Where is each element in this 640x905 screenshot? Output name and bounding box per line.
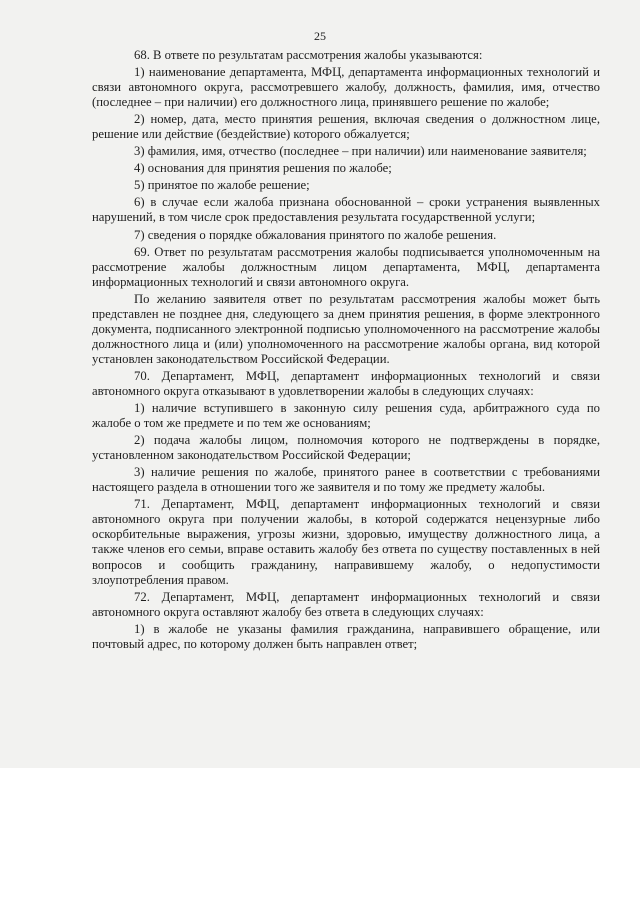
- paragraph: 1) наименование департамента, МФЦ, департамента информационных технологий и связи автономного округа, рассмотревшего жалобу, должность, фамилия, имя, отчество (последнее – при наличии) его должностного лица, принявшего решение по жалобе;: [92, 65, 600, 110]
- paragraph: 70. Департамент, МФЦ, департамент информационных технологий и связи автономного округа отказывают в удовлетворении жалобы в следующих случаях:: [92, 368, 600, 398]
- paragraph: 5) принятое по жалобе решение;: [134, 178, 310, 193]
- blank-margin: [0, 768, 640, 905]
- paragraph: 1) наличие вступившего в законную силу решения суда, арбитражного суда по жалобе о том же предмете и по тем же основаниям;: [92, 401, 600, 431]
- paragraph: 69. Ответ по результатам рассмотрения жалобы подписывается уполномоченным на рассмотрение жалобы должностным лицом департамента, МФЦ, департамента информационных технологий и связи автономного округа.: [92, 244, 600, 289]
- paragraph: 3) фамилия, имя, отчество (последнее – при наличии) или наименование заявителя;: [134, 144, 587, 159]
- paragraph: 2) номер, дата, место принятия решения, включая сведения о должностном лице, решение или действие (бездействие) которого обжалуется;: [92, 112, 600, 142]
- document-body: [92, 48, 600, 654]
- paragraph: 4) основания для принятия решения по жалобе;: [134, 161, 392, 176]
- page-number: 25: [314, 29, 326, 43]
- paragraph: 71. Департамент, МФЦ, департамент информационных технологий и связи автономного округа при получении жалобы, в которой содержатся нецензурные либо оскорбительные выражения, угрозы жизни, здоровью, имуществу должностного лица, а также членов его семьи, вправе оставить жалобу без ответа по существу поставленных в ней вопросов и сообщить гражданину, направившему жалобу, о недопустимости злоупотребления правом.: [92, 497, 600, 587]
- paragraph: 3) наличие решения по жалобе, принятого ранее в соответствии с требованиями настоящего раздела в отношении того же заявителя и по тому же предмету жалобы.: [92, 465, 600, 495]
- paragraph: 68. В ответе по результатам рассмотрения жалобы указываются:: [134, 48, 483, 62]
- paragraph: 6) в случае если жалоба признана обоснованной – сроки устранения выявленных нарушений, в том числе срок предоставления результата государственной услуги;: [92, 195, 600, 225]
- paragraph: 2) подача жалобы лицом, полномочия которого не подтверждены в порядке, установленном законодательством Российской Федерации;: [92, 433, 600, 463]
- paragraph: По желанию заявителя ответ по результатам рассмотрения жалобы может быть представлен не позднее дня, следующего за днем принятия решения, в форме электронного документа, подписанного электронной подписью уполномоченного на рассмотрение жалобы должностного лица и (или) уполномоченного на рассмотрение жалобы органа, вид которой установлен законодательством Российской Федерации.: [92, 291, 600, 366]
- paragraph: 7) сведения о порядке обжалования принятого по жалобе решения.: [134, 227, 497, 242]
- paragraph: 1) в жалобе не указаны фамилия гражданина, направившего обращение, или почтовый адрес, по которому должен быть направлен ответ;: [92, 621, 600, 651]
- paragraph: 72. Департамент, МФЦ, департамент информационных технологий и связи автономного округа оставляют жалобу без ответа в следующих случаях:: [92, 589, 600, 619]
